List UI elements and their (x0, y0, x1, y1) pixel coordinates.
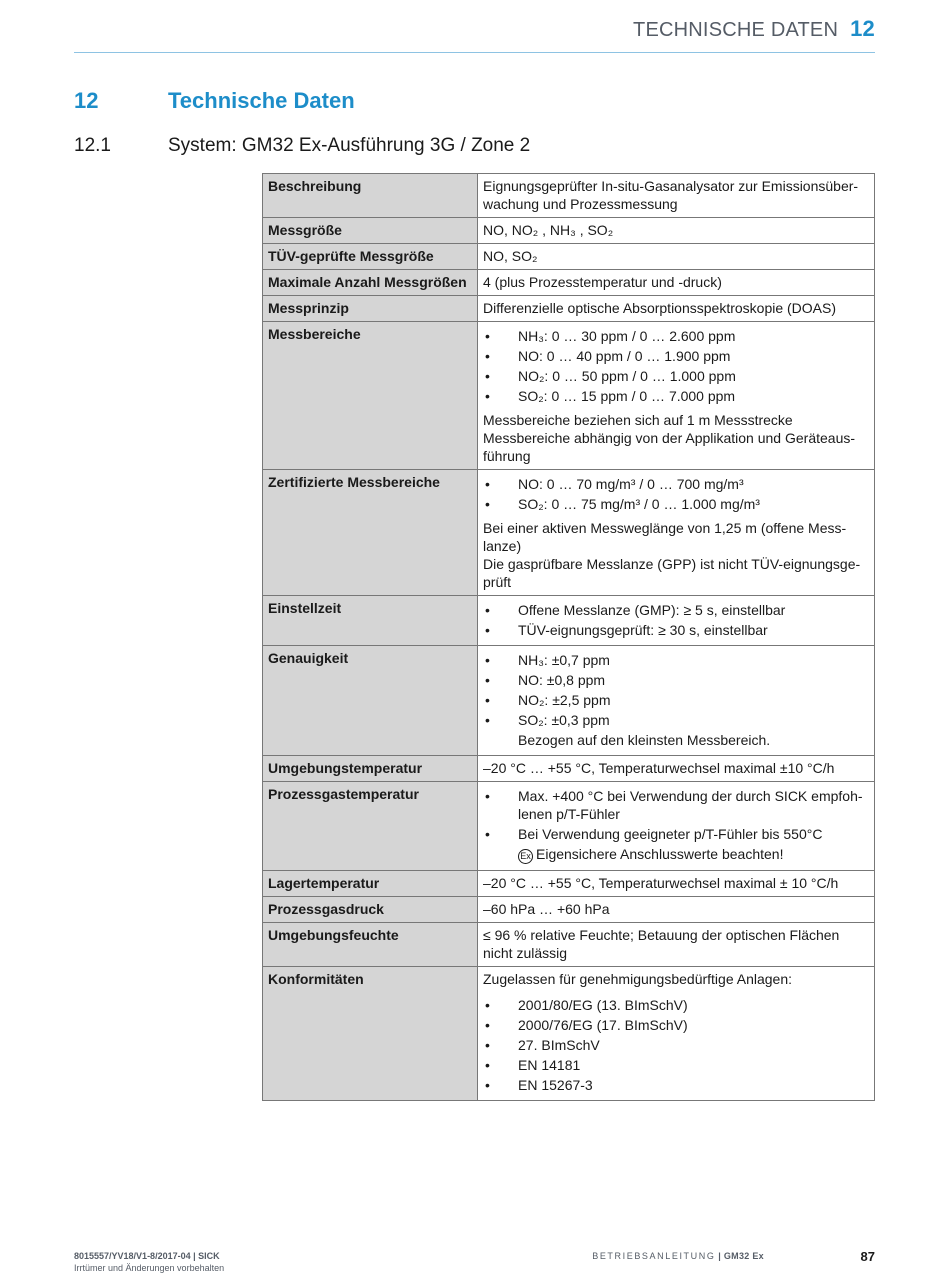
row-value (478, 646, 875, 756)
section-heading (74, 135, 531, 157)
row-label: Genauigkeit (263, 646, 478, 756)
specifications-table (262, 173, 875, 1101)
table-row (263, 296, 875, 322)
note: Messbereiche beziehen sich auf 1 m Messstrecke (483, 412, 793, 428)
list-item: • 2001/80/EG (13. BImSchV) (483, 996, 869, 1014)
list-item: • NO₂: 0 … 50 ppm / 0 … 1.000 ppm (483, 367, 869, 385)
row-value: Differenzielle optische Absorptionsspektroskopie (DOAS) (478, 296, 875, 322)
table-row (263, 897, 875, 923)
note: Bei einer aktiven Messweglänge von 1,25 m (offene Mess-lanze) (483, 520, 847, 554)
list-item: • EN 14181 (483, 1056, 869, 1074)
row-value: –20 °C … +55 °C, Temperaturwechsel maximal ± 10 °C/h (478, 871, 875, 897)
list-item: • Offene Messlanze (GMP): ≥ 5 s, einstellbar (483, 601, 869, 619)
list-item: • 2000/76/EG (17. BImSchV) (483, 1016, 869, 1034)
table-row (263, 174, 875, 218)
list-item: • NH₃: 0 … 30 ppm / 0 … 2.600 ppm (483, 327, 869, 345)
row-label: Messbereiche (263, 322, 478, 470)
list-item: • Bei Verwendung geeigneter p/T-Fühler bis 550°C (483, 825, 869, 843)
bullet-list (483, 651, 869, 749)
brand-name: SICK (198, 1251, 220, 1261)
manual-label: BETRIEBSANLEITUNG (592, 1251, 716, 1261)
list-item: • EN 15267-3 (483, 1076, 869, 1094)
table-row (263, 470, 875, 596)
list-item: • 27. BImSchV (483, 1036, 869, 1054)
table-row (263, 967, 875, 1101)
list-note: Bezogen auf den kleinsten Messbereich. (518, 732, 771, 748)
list-item: • TÜV-eignungsgeprüft: ≥ 30 s, einstellbar (483, 621, 869, 639)
table-row (263, 871, 875, 897)
chapter-heading (74, 88, 355, 114)
running-header-chapter: 12 (850, 16, 875, 41)
row-label: Messgröße (263, 218, 478, 244)
row-label: Zertifizierte Messbereiche (263, 470, 478, 596)
row-value (478, 596, 875, 646)
section-title: System: GM32 Ex-Ausführung 3G / Zone 2 (168, 135, 531, 156)
footer-separator: | (715, 1251, 724, 1261)
list-item: • SO₂: 0 … 75 mg/m³ / 0 … 1.000 mg/m³ (483, 495, 869, 513)
row-value: 4 (plus Prozesstemperatur und -druck) (478, 270, 875, 296)
table-row (263, 646, 875, 756)
table-row (263, 244, 875, 270)
row-label: Umgebungsfeuchte (263, 923, 478, 967)
row-value: Eignungsgeprüfter In-situ-Gasanalysator zur Emissionsüber-wachung und Prozessmessung (478, 174, 875, 218)
list-item: • NO: 0 … 70 mg/m³ / 0 … 700 mg/m³ (483, 475, 869, 493)
footer-right (592, 1251, 764, 1261)
row-label: Lagertemperatur (263, 871, 478, 897)
table-row (263, 923, 875, 967)
list-item: • NO: ±0,8 ppm (483, 671, 869, 689)
row-label: Beschreibung (263, 174, 478, 218)
row-value: NO, SO₂ (478, 244, 875, 270)
table-row (263, 322, 875, 470)
row-value: NO, NO₂ , NH₃ , SO₂ (478, 218, 875, 244)
list-item: • NH₃: ±0,7 ppm (483, 651, 869, 669)
row-label: Messprinzip (263, 296, 478, 322)
table-row (263, 756, 875, 782)
list-item: • SO₂: 0 … 15 ppm / 0 … 7.000 ppm (483, 387, 869, 405)
page-number: 87 (860, 1249, 875, 1264)
note: Die gasprüfbare Messlanze (GPP) ist nicht TÜV-eignungsge-prüft (483, 556, 861, 590)
row-value: ≤ 96 % relative Feuchte; Betauung der optischen Flächen nicht zulässig (478, 923, 875, 967)
row-value (478, 322, 875, 470)
row-value: –20 °C … +55 °C, Temperaturwechsel maximal ±10 °C/h (478, 756, 875, 782)
list-item: • SO₂: ±0,3 ppm (483, 711, 869, 729)
bullet-list (483, 787, 869, 864)
row-value: –60 hPa … +60 hPa (478, 897, 875, 923)
disclaimer: Irrtümer und Änderungen vorbehalten (74, 1263, 225, 1273)
row-label: Einstellzeit (263, 596, 478, 646)
row-label: Prozessgasdruck (263, 897, 478, 923)
row-label: Konformitäten (263, 967, 478, 1101)
warning-note (483, 845, 869, 864)
row-value (478, 470, 875, 596)
list-item: • NO₂: ±2,5 ppm (483, 691, 869, 709)
ex-warning-icon: Ex (518, 849, 533, 864)
footer-left (74, 1250, 224, 1274)
list-item: • NO: 0 … 40 ppm / 0 … 1.900 ppm (483, 347, 869, 365)
intro-text: Zugelassen für genehmigungsbedürftige Anlagen: (483, 971, 792, 987)
bullet-list (483, 996, 869, 1094)
row-value (478, 782, 875, 871)
product-name: GM32 Ex (723, 1251, 764, 1261)
row-label: TÜV-geprüfte Messgröße (263, 244, 478, 270)
bullet-list (483, 601, 869, 639)
table-row (263, 270, 875, 296)
row-label: Umgebungstemperatur (263, 756, 478, 782)
doc-id: 8015557/YV18/V1-8/2017-04 (74, 1251, 191, 1261)
table-row (263, 596, 875, 646)
table-row (263, 782, 875, 871)
note: Messbereiche abhängig von der Applikation und Geräteaus-führung (483, 430, 856, 464)
header-rule (74, 52, 875, 53)
chapter-number: 12 (74, 88, 99, 113)
running-header-title: TECHNISCHE DATEN (633, 19, 839, 41)
running-header (633, 16, 875, 42)
section-number: 12.1 (74, 135, 111, 156)
warning-text: Eigensichere Anschlusswerte beachten! (536, 846, 784, 862)
table-row (263, 218, 875, 244)
list-item: • Max. +400 °C bei Verwendung der durch SICK empfoh-lenen p/T-Fühler (483, 787, 869, 823)
chapter-title: Technische Daten (168, 88, 355, 113)
row-label: Maximale Anzahl Messgrößen (263, 270, 478, 296)
bullet-list (483, 475, 869, 513)
row-label: Prozessgastemperatur (263, 782, 478, 871)
footer-separator: | (190, 1251, 199, 1261)
bullet-list (483, 327, 869, 405)
row-value (478, 967, 875, 1101)
